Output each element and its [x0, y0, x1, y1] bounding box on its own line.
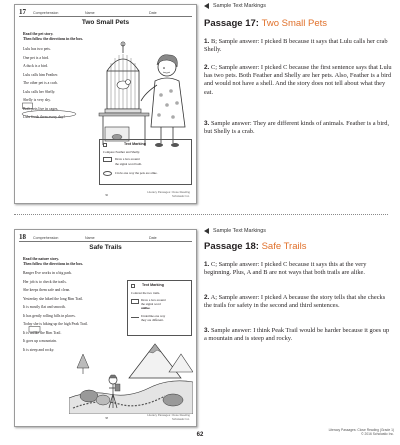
- worksheet-page-number: 36: [105, 193, 108, 197]
- answer-item: 2. A; Sample answer: I picked A because the story tells that she checks the trails for safety in the second and third sentences.: [204, 294, 386, 310]
- story-line: Lulu calls him Feather.: [23, 72, 59, 77]
- worksheet-category: Comprehension: [33, 11, 59, 15]
- worksheet-instructions: Read the pet story. Then follow the directions in the box.: [23, 32, 84, 41]
- pencil-icon: [131, 284, 135, 288]
- story-line: A duck is a bird.: [23, 64, 48, 68]
- text-marking-box: Text Marking Contrast the two trails. Draw a box around the signal word unlike. Underline one way they are different.: [127, 280, 192, 336]
- worksheet-thumbnail-two-small-pets: [14, 4, 197, 204]
- pointer-triangle-icon: [204, 3, 209, 9]
- page-number: 62: [196, 432, 204, 438]
- story-line: It is unlike the Rim Trail.: [23, 330, 62, 335]
- date-field-label: Date: [149, 236, 157, 240]
- story-line: Her job is to check the trails.: [23, 279, 67, 284]
- sample-text-markings-label: Sample Text Markings: [204, 228, 266, 234]
- answer-item: 2. C; Sample answer: I picked C because the first sentence says that Lulu has two pets. Both Feather and Shelly are her pets. Also, Feather is a bird and would not have a shell. And the story does not tell about what they eat.: [204, 64, 392, 96]
- text-marking-box: Text Marking Compare Feather and Shelly. Draw a box around the signal word both. Circle one way the pets are alike.: [99, 139, 192, 185]
- story-line: Ranger Eve works in a big park.: [23, 271, 73, 275]
- worksheet-instructions: Read the nature story. Then follow the directions in the box.: [23, 257, 84, 266]
- story-line: She keeps them safe and clean.: [23, 288, 71, 292]
- girl-with-pets-illustration: [97, 41, 193, 151]
- story-line: One pet is a bird.: [23, 55, 50, 60]
- name-field-label: Name: [85, 236, 95, 240]
- story-line: The other pet is a crab.: [23, 81, 58, 85]
- passage-title: Passage 18: Safe Trails: [204, 241, 307, 252]
- worksheet-page-number: 38: [105, 416, 108, 420]
- story-line: It is steep and rocky.: [23, 347, 55, 352]
- worksheet-title: Two Small Pets: [81, 19, 130, 26]
- pointer-triangle-icon: [204, 228, 209, 234]
- story-line: It goes up a mountain.: [23, 339, 57, 343]
- pencil-icon: [103, 143, 107, 147]
- story-line: Lulu has two pets.: [23, 47, 51, 51]
- trails-illustration: [69, 338, 193, 414]
- passage-title: Passage 17: Two Small Pets: [204, 18, 328, 29]
- story-line: It has gently rolling hills in places.: [23, 313, 76, 318]
- answer-item: 3. Sample answer: I think Peak Trail would be harder because it goes up a mountain and is steep and rocky.: [204, 327, 390, 343]
- worksheet-category: Comprehension: [33, 236, 59, 240]
- worksheet-number: 18: [19, 233, 26, 241]
- story-line: Yesterday she hiked the long Rim Trail.: [23, 296, 84, 301]
- answer-item: 1. B; Sample answer: I picked B because it says that Lulu calls her crab Shelly.: [204, 38, 388, 54]
- worksheet-footer: Literacy Passages: Close Reading Scholastic Inc.: [147, 413, 190, 421]
- text-marking-heading: Text Marking: [124, 142, 146, 146]
- story-line: Lulu calls her Shelly.: [23, 89, 56, 94]
- worksheet-number: 17: [19, 8, 26, 16]
- story-line: Lulu feeds them every day!: [23, 115, 65, 119]
- name-field-label: Name: [85, 11, 95, 15]
- story-line: It is mostly flat and smooth.: [23, 305, 66, 309]
- date-field-label: Date: [149, 11, 157, 15]
- story-line: Both pets live in cages.: [23, 106, 59, 111]
- worksheet-thumbnail-safe-trails: [14, 229, 197, 427]
- answer-item: 3. Sample answer: They are different kinds of animals. Feather is a bird, but Shelly is a crab.: [204, 120, 390, 136]
- section-divider: [14, 214, 388, 215]
- story-line: Today she is hiking up the high Peak Trail.: [23, 322, 89, 326]
- worksheet-title: Safe Trails: [89, 244, 122, 251]
- worksheet-footer: Literacy Passages: Close Reading Scholastic Inc.: [147, 190, 190, 198]
- story-line: Shelly is very shy.: [23, 98, 51, 102]
- answer-item: 1. C; Sample answer: I picked C because it says this at the very beginning. Plus, A and B are not ways that both trails are alike.: [204, 261, 367, 277]
- sample-text-markings-label: Sample Text Markings: [204, 3, 266, 9]
- page-credit: Literacy Passages: Close Reading (Grade 1) © 2016 Scholastic Inc.: [328, 428, 394, 437]
- text-marking-heading: Text Marking: [142, 283, 164, 287]
